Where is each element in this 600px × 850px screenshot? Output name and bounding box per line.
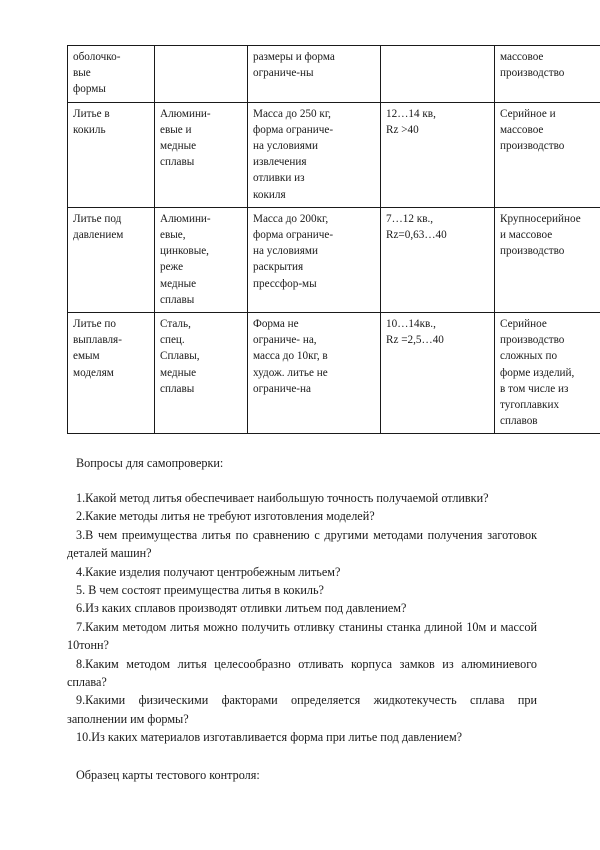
cell-line: сплавов: [500, 415, 538, 428]
cell-line: 7…12 кв.,: [386, 212, 434, 225]
table-cell-alloys: [155, 102, 248, 207]
cell-line: худож. литье не: [253, 366, 328, 379]
cell-line: в том числе из: [500, 382, 569, 395]
table-row: [68, 313, 600, 434]
cell-line: оболочко-: [73, 51, 121, 63]
cell-line: 12…14 кв,: [386, 107, 436, 120]
cell-line: медные: [160, 140, 197, 153]
cell-line: Крупносерийное: [500, 212, 581, 225]
cell-line: емым: [73, 350, 100, 363]
table-cell-dimensions: [248, 313, 381, 434]
cell-line: массовое: [500, 51, 544, 63]
cell-line: Rz=0,63…40: [386, 229, 447, 242]
cell-line: сложных по: [500, 350, 558, 363]
table-cell-dimensions: [248, 102, 381, 207]
cell-line: медные: [160, 366, 197, 379]
cell-line: ограниче- на,: [253, 334, 317, 347]
cell-line: прессфор-мы: [253, 277, 317, 290]
cell-line: Форма не: [253, 318, 299, 331]
cell-line: сплавы: [160, 156, 195, 169]
cell-line: форме изделий,: [500, 366, 575, 379]
cell-line: форма ограниче-: [253, 123, 334, 136]
cell-line: 10…14кв.,: [386, 318, 436, 331]
table-cell-alloys: [155, 46, 248, 103]
cell-line: и массовое: [500, 229, 553, 242]
table-cell-accuracy: [381, 313, 495, 434]
cell-line: ограниче-на: [253, 382, 311, 395]
cell-line: давлением: [73, 229, 124, 242]
question-item: 6.Из каких сплавов производят отливки литьем под давлением?: [76, 601, 407, 616]
cell-line: Сталь,: [160, 318, 191, 331]
cell-line: производство: [500, 334, 565, 347]
question-item: 7.Каким методом литья можно получить отливку станины станка длиной 10м и массой 10тонн?: [67, 619, 537, 653]
cell-line: евые и: [160, 123, 192, 136]
question-item: 1.Какой метод литья обеспечивает наибольшую точность получаемой отливки?: [76, 491, 489, 505]
cell-line: тугоплавких: [500, 399, 560, 412]
table-cell-production: [495, 102, 600, 207]
table-cell-production: [495, 207, 600, 312]
self-check-questions-section: [67, 455, 537, 747]
cell-line: Алюмини-: [160, 107, 211, 120]
table-cell-alloys: [155, 313, 248, 434]
cell-line: моделям: [73, 366, 114, 379]
cell-line: вые: [73, 67, 91, 80]
table-cell-accuracy: [381, 102, 495, 207]
cell-line: цинковые,: [160, 245, 209, 258]
table-cell-method: [68, 207, 155, 312]
table-body: [68, 46, 600, 434]
cell-line: массовое: [500, 123, 544, 136]
cell-line: Литье в: [73, 107, 110, 120]
table-cell-production: [495, 46, 600, 103]
table-cell-method: [68, 46, 155, 103]
table-row: [68, 207, 600, 312]
table-cell-method: [68, 102, 155, 207]
cell-line: формы: [73, 83, 106, 96]
cell-line: сплавы: [160, 293, 195, 306]
cell-line: Масса до 200кг,: [253, 212, 329, 225]
table-cell-production: [495, 313, 600, 434]
cell-line: на условиями: [253, 140, 318, 153]
cell-line: кокиля: [253, 188, 286, 201]
cell-line: производство: [500, 140, 565, 153]
cell-line: Сплавы,: [160, 350, 200, 363]
cell-line: Серийное: [500, 318, 547, 331]
cell-line: Rz =2,5…40: [386, 334, 444, 347]
table-cell-accuracy: [381, 46, 495, 103]
question-item: 4.Какие изделия получают центробежным литьем?: [76, 564, 341, 579]
cell-line: Серийное и: [500, 107, 556, 120]
question-item: 3.В чем преимущества литья по сравнению с другими методами получения заготовок деталей машин?: [67, 527, 537, 561]
cell-line: форма ограниче-: [253, 229, 334, 242]
questions-heading: Вопросы для самопроверки:: [76, 456, 224, 470]
questions-list: [67, 489, 537, 747]
cell-line: Алюмини-: [160, 212, 211, 225]
cell-line: спец.: [160, 334, 185, 347]
cell-line: Масса до 250 кг,: [253, 107, 331, 120]
cell-line: ограниче-ны: [253, 67, 314, 80]
question-item: 10.Из каких материалов изготавливается форма при литье под давлением?: [76, 730, 463, 745]
cell-line: на условиями: [253, 245, 318, 258]
cell-line: масса до 10кг, в: [253, 350, 328, 363]
table-row: [68, 102, 600, 207]
question-item: 2.Какие методы литья не требуют изготовления моделей?: [76, 509, 375, 524]
cell-line: производство: [500, 67, 565, 80]
cell-line: медные: [160, 277, 197, 290]
table-cell-dimensions: [248, 207, 381, 312]
table-cell-accuracy: [381, 207, 495, 312]
question-item: 5. В чем состоят преимущества литья в кокиль?: [76, 583, 324, 598]
cell-line: евые,: [160, 229, 186, 242]
table-cell-dimensions: [248, 46, 381, 103]
cell-line: раскрытия: [253, 261, 304, 274]
cell-line: реже: [160, 261, 184, 274]
cell-line: Литье под: [73, 212, 122, 225]
cell-line: Rz >40: [386, 123, 419, 136]
cell-line: сплавы: [160, 382, 195, 395]
cell-line: кокиль: [73, 123, 106, 136]
cell-line: извлечения: [253, 156, 307, 169]
table-cell-method: [68, 313, 155, 434]
cell-line: Литье по: [73, 318, 116, 331]
cell-line: размеры и форма: [253, 51, 335, 63]
cell-line: производство: [500, 245, 565, 258]
table-row: [68, 46, 600, 103]
casting-methods-comparison-table: [67, 45, 600, 434]
cell-line: отливки из: [253, 172, 305, 185]
question-item: 8.Каким методом литья целесообразно отливать корпуса замков из алюминиевого сплава?: [67, 656, 537, 690]
table-cell-alloys: [155, 207, 248, 312]
cell-line: выплавля-: [73, 334, 122, 347]
question-item: 9.Какими физическими факторами определяется жидкотекучесть сплава при заполнении им формы?: [67, 693, 537, 726]
sample-test-card-note: Образец карты тестового контроля:: [76, 768, 260, 782]
